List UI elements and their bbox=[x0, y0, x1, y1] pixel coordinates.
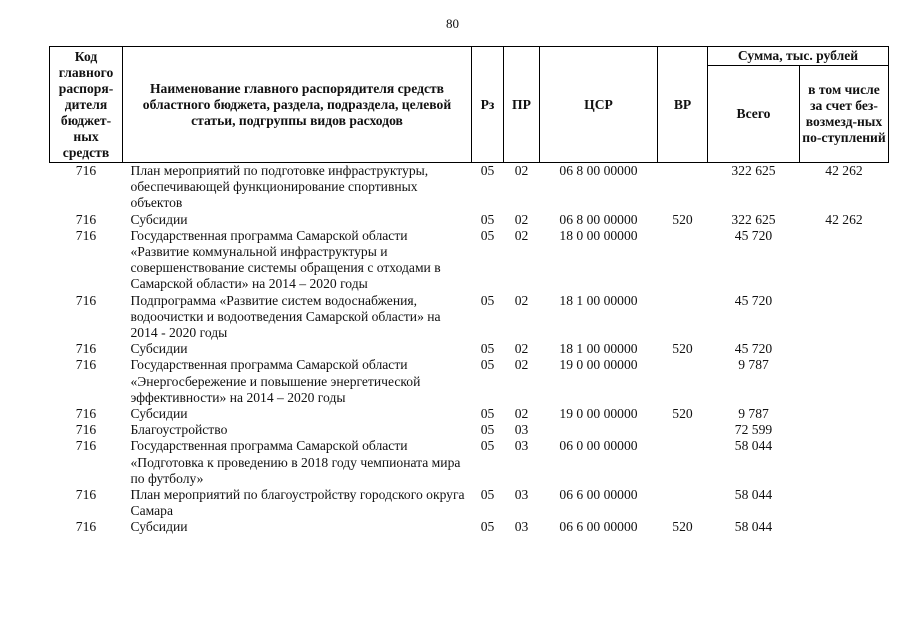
cell-csr bbox=[540, 422, 658, 438]
cell-name: Благоустройство bbox=[130, 422, 228, 438]
cell-vr: 520 bbox=[672, 519, 693, 535]
cell-csr: 19 0 00 00000 bbox=[559, 357, 638, 373]
table-row bbox=[50, 406, 889, 422]
cell-code: 716 bbox=[75, 211, 97, 227]
cell-pr: 03 bbox=[514, 438, 529, 454]
cell-vr: 520 bbox=[672, 406, 693, 422]
cell-rz: 05 bbox=[480, 487, 495, 503]
cell-code: 716 bbox=[75, 227, 97, 243]
table-row bbox=[50, 341, 889, 357]
cell-vr bbox=[658, 487, 708, 519]
cell-code: 716 bbox=[75, 487, 97, 503]
cell-name: Государственная программа Самарской области «Подготовка к проведению в 2018 году чемпионата мира по футболу» bbox=[130, 438, 461, 486]
cell-csr: 06 8 00 00000 bbox=[559, 211, 638, 227]
cell-vr: 520 bbox=[672, 211, 693, 227]
header-rz: Рз bbox=[472, 47, 504, 163]
cell-code: 716 bbox=[75, 341, 97, 357]
cell-name: Государственная программа Самарской области «Энергосбережение и повышение энергетической эффективности» на 2014 – 2020 годы bbox=[130, 357, 421, 405]
budget-table-container bbox=[49, 46, 888, 536]
cell-incl bbox=[800, 487, 889, 519]
cell-pr: 02 bbox=[514, 227, 529, 243]
cell-pr: 02 bbox=[514, 341, 529, 357]
cell-incl bbox=[800, 519, 889, 535]
header-name: Наименование главного распорядителя средств областного бюджета, раздела, подраздела, целевой статьи, подгруппы видов расходов bbox=[123, 47, 472, 163]
cell-total: 58 044 bbox=[734, 438, 773, 454]
budget-table bbox=[49, 46, 889, 536]
cell-vr: 520 bbox=[672, 341, 693, 357]
cell-csr: 18 0 00 00000 bbox=[559, 227, 638, 243]
cell-vr bbox=[658, 357, 708, 406]
cell-total: 9 787 bbox=[738, 406, 769, 422]
cell-vr bbox=[658, 163, 708, 212]
cell-code: 716 bbox=[75, 438, 97, 454]
cell-rz: 05 bbox=[480, 227, 495, 243]
table-row bbox=[50, 357, 889, 406]
cell-incl bbox=[800, 406, 889, 422]
header-vr: ВР bbox=[658, 47, 708, 163]
cell-incl bbox=[800, 341, 889, 357]
cell-incl: 42 262 bbox=[825, 211, 863, 227]
cell-pr: 02 bbox=[514, 163, 529, 178]
cell-total: 9 787 bbox=[738, 357, 769, 373]
cell-name: План мероприятий по благоустройству городского округа Самара bbox=[130, 487, 465, 519]
cell-total: 72 599 bbox=[734, 422, 773, 438]
cell-rz: 05 bbox=[480, 357, 495, 373]
cell-pr: 02 bbox=[514, 357, 529, 373]
cell-incl bbox=[800, 422, 889, 438]
cell-rz: 05 bbox=[480, 341, 495, 357]
header-code: Код главного распоря-дителя бюджет-ных средств bbox=[50, 47, 123, 163]
cell-code: 716 bbox=[75, 406, 97, 422]
cell-csr: 06 6 00 00000 bbox=[559, 487, 638, 503]
cell-rz: 05 bbox=[480, 438, 495, 454]
table-row bbox=[50, 422, 889, 438]
table-header bbox=[50, 47, 889, 163]
header-pr: ПР bbox=[504, 47, 540, 163]
cell-vr bbox=[658, 422, 708, 438]
table-row bbox=[50, 163, 889, 212]
cell-total: 58 044 bbox=[734, 487, 773, 503]
cell-csr: 06 8 00 00000 bbox=[559, 163, 638, 178]
cell-rz: 05 bbox=[480, 292, 495, 308]
cell-name: Субсидии bbox=[130, 211, 188, 227]
cell-incl bbox=[800, 228, 889, 293]
cell-rz: 05 bbox=[480, 422, 495, 438]
cell-code: 716 bbox=[75, 292, 97, 308]
cell-pr: 03 bbox=[514, 422, 529, 438]
cell-name: Подпрограмма «Развитие систем водоснабжения, водоочистки и водоотведения Самарской области» на 2014 - 2020 годы bbox=[130, 292, 441, 341]
cell-incl bbox=[800, 293, 889, 342]
cell-rz: 05 bbox=[480, 163, 495, 178]
header-csr: ЦСР bbox=[540, 47, 658, 163]
cell-total: 45 720 bbox=[734, 292, 773, 308]
cell-incl: 42 262 bbox=[825, 163, 863, 178]
cell-incl bbox=[800, 357, 889, 406]
cell-pr: 03 bbox=[514, 519, 529, 535]
cell-name: Субсидии bbox=[130, 341, 188, 357]
cell-csr: 18 1 00 00000 bbox=[559, 341, 638, 357]
cell-pr: 02 bbox=[514, 211, 529, 227]
cell-rz: 05 bbox=[480, 519, 495, 535]
table-body bbox=[50, 163, 889, 536]
cell-pr: 02 bbox=[514, 406, 529, 422]
cell-name: План мероприятий по подготовке инфраструктуры, обеспечивающей функционирование спортивных объектов bbox=[130, 163, 429, 211]
cell-name: Субсидии bbox=[130, 406, 188, 422]
table-row bbox=[50, 293, 889, 342]
cell-code: 716 bbox=[75, 519, 97, 535]
header-sum: Сумма, тыс. рублей bbox=[708, 47, 889, 66]
cell-vr bbox=[658, 293, 708, 342]
cell-total: 322 625 bbox=[731, 211, 776, 227]
cell-csr: 06 6 00 00000 bbox=[559, 519, 638, 535]
cell-code: 716 bbox=[75, 422, 97, 438]
cell-csr: 19 0 00 00000 bbox=[559, 406, 638, 422]
table-row bbox=[50, 228, 889, 293]
page-number: 80 bbox=[446, 16, 459, 31]
cell-total: 322 625 bbox=[731, 163, 776, 178]
header-incl: в том числе за счет без-возмезд-ных по-ступлений bbox=[800, 66, 889, 163]
cell-total: 45 720 bbox=[734, 341, 773, 357]
cell-rz: 05 bbox=[480, 211, 495, 227]
cell-pr: 02 bbox=[514, 292, 529, 308]
cell-code: 716 bbox=[75, 357, 97, 373]
cell-name: Государственная программа Самарской области «Развитие коммунальной инфраструктуры и совершенствование системы обращения с отходами в Самарской области» на 2014 – 2020 годы bbox=[130, 227, 441, 292]
cell-vr bbox=[658, 438, 708, 487]
cell-csr: 06 0 00 00000 bbox=[559, 438, 638, 454]
cell-pr: 03 bbox=[514, 487, 529, 503]
cell-total: 45 720 bbox=[734, 227, 773, 243]
table-row bbox=[50, 212, 889, 228]
header-total: Всего bbox=[708, 66, 800, 163]
cell-name: Субсидии bbox=[130, 519, 188, 535]
cell-code: 716 bbox=[75, 163, 97, 178]
cell-rz: 05 bbox=[480, 406, 495, 422]
cell-incl bbox=[800, 438, 889, 487]
cell-total: 58 044 bbox=[734, 519, 773, 535]
cell-vr bbox=[658, 228, 708, 293]
table-row bbox=[50, 519, 889, 535]
table-row bbox=[50, 438, 889, 487]
cell-csr: 18 1 00 00000 bbox=[559, 292, 638, 308]
table-row bbox=[50, 487, 889, 519]
